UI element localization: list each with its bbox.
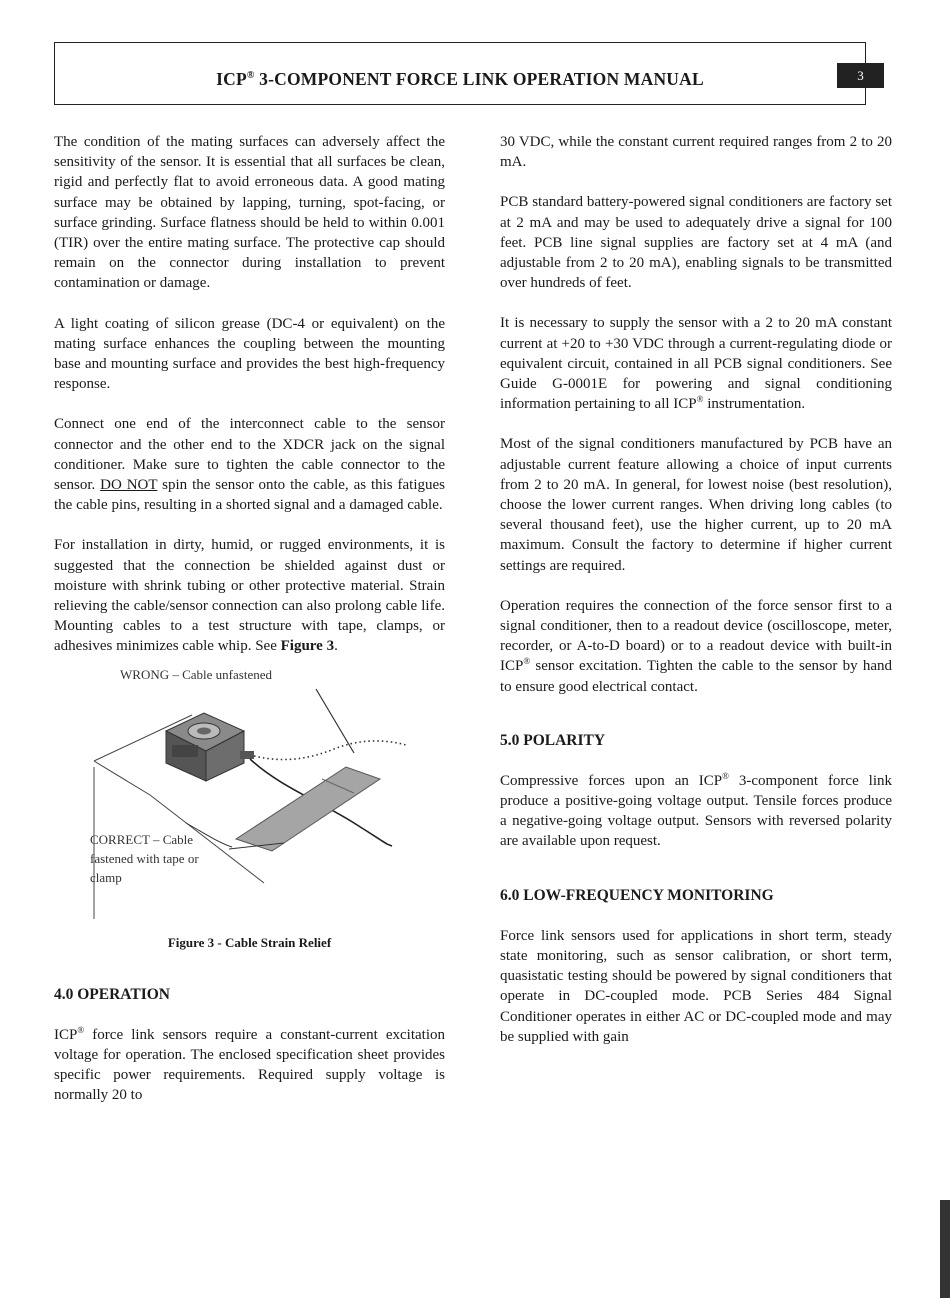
paragraph-operation: ICP® force link sensors require a constant-current excitation voltage for operation. The enclosed specification sheet provides specific power requirements. Required supply voltage is normally 20 to <box>54 1024 445 1104</box>
figure-illustration <box>54 671 445 933</box>
scan-edge-shadow <box>940 1200 950 1298</box>
page-number-badge: 3 <box>837 63 884 88</box>
paragraph-low-frequency: Force link sensors used for applications in short term, steady state monitoring, such as sensor calibration, or short term, quasistatic testing should be powered by signal conditioners that operate in DC-coupled mode. PCB Series 484 Signal Conditioner operates in either AC or DC-coupled mode and may be supplied with gain <box>500 927 892 1045</box>
figure-label-correct-3: clamp <box>90 869 122 885</box>
heading-polarity: 5.0 POLARITY <box>500 731 606 749</box>
paragraph-rugged-environments: For installation in dirty, humid, or rugged environments, it is suggested that the connection be shielded against dust or moisture with shrink tubing or other protective material. Strain relieving the cable/sensor connection can also prolong cable life. Mounting cables to a test structure with tape, clamps, or adhesives minimizes cable whip. See Figure 3. <box>54 537 445 655</box>
figure-label-correct-1: CORRECT – Cable <box>90 831 194 847</box>
paragraph-polarity: Compressive forces upon an ICP® 3-component force link produce a positive-going voltage output. Tensile forces produce a negative-going voltage output. Sensors with reversed polarity are available upon request. <box>500 770 892 850</box>
heading-operation: 4.0 OPERATION <box>54 985 170 1003</box>
header-title: ICP® 3-COMPONENT FORCE LINK OPERATION MANUAL <box>216 69 704 89</box>
paragraph-supply-current: 30 VDC, while the constant current required ranges from 2 to 20 mA. <box>500 134 892 171</box>
heading-low-frequency-monitoring: 6.0 LOW-FREQUENCY MONITORING <box>500 886 774 904</box>
right-column <box>500 132 892 1047</box>
figure-label-correct-2: fastened with tape or <box>90 850 199 866</box>
left-column <box>54 132 445 1106</box>
figure-label-wrong: WRONG – Cable unfastened <box>120 666 272 682</box>
do-not-emphasis: DO NOT <box>100 477 158 494</box>
paragraph-mating-surfaces: The condition of the mating surfaces can adversely affect the sensitivity of the sensor. It is essential that all surfaces be clean, rigid and perfectly flat to avoid erroneous data. A good mating surface may be obtained by lapping, turning, spot-facing, or surface grinding. Surface flatness should be held to within 0.001 (TIR) over the entire mating surface. The protective cap should remain on the connector during installation to prevent contamination or damage. <box>54 134 445 292</box>
figure-reference: Figure 3 <box>280 638 335 655</box>
paragraph-adjustable-current: Most of the signal conditioners manufactured by PCB have an adjustable current feature allowing a choice of input currents from 2 to 20 mA. In general, for lowest noise (best resolution), choose the lower current ranges. When driving long cables (to several thousand feet), use the higher current, up to 20 mA maximum. Consult the factory to determine if higher current settings are required. <box>500 436 892 574</box>
paragraph-battery-powered: PCB standard battery-powered signal conditioners are factory set at 2 mA and may be used to adequately drive a signal for 100 feet. PCB line signal supplies are factory set at 4 mA (and adjustable from 2 to 20 mA), enabling signals to be transmitted over hundreds of feet. <box>500 194 892 292</box>
figure-cable-strain-relief <box>54 666 445 933</box>
paragraph-connection-order: Operation requires the connection of the force sensor first to a signal conditioner, then to a readout device (oscilloscope, meter, recorder, or A-to-D board) or to a readout device with built-in ICP® sensor excitation. Tighten the cable to the sensor by hand to ensure good electrical contact. <box>500 597 892 695</box>
figure-caption: Figure 3 - Cable Strain Relief <box>167 934 332 950</box>
paragraph-constant-current: It is necessary to supply the sensor with a 2 to 20 mA constant current at +20 to +30 VDC through a current-regulating diode or equivalent circuit, contained in all PCB signal conditioners. See Guide G-0001E for powering and signal conditioning information pertaining to all ICP® instrumentation. <box>500 315 892 413</box>
paragraph-connect-cable: Connect one end of the interconnect cable to the sensor connector and the other end to the XDCR jack on the signal conditioner. Make sure to tighten the cable connector to the sensor. DO NOT spin the sensor onto the cable, as this fatigues the cable pins, resulting in a shorted signal and a damaged cable. <box>54 416 446 514</box>
header-box <box>54 42 866 105</box>
paragraph-silicon-grease: A light coating of silicon grease (DC-4 or equivalent) on the mating surface enhances the coupling between the mounting base and mounting surface and provides the best high-frequency response. <box>54 315 445 393</box>
